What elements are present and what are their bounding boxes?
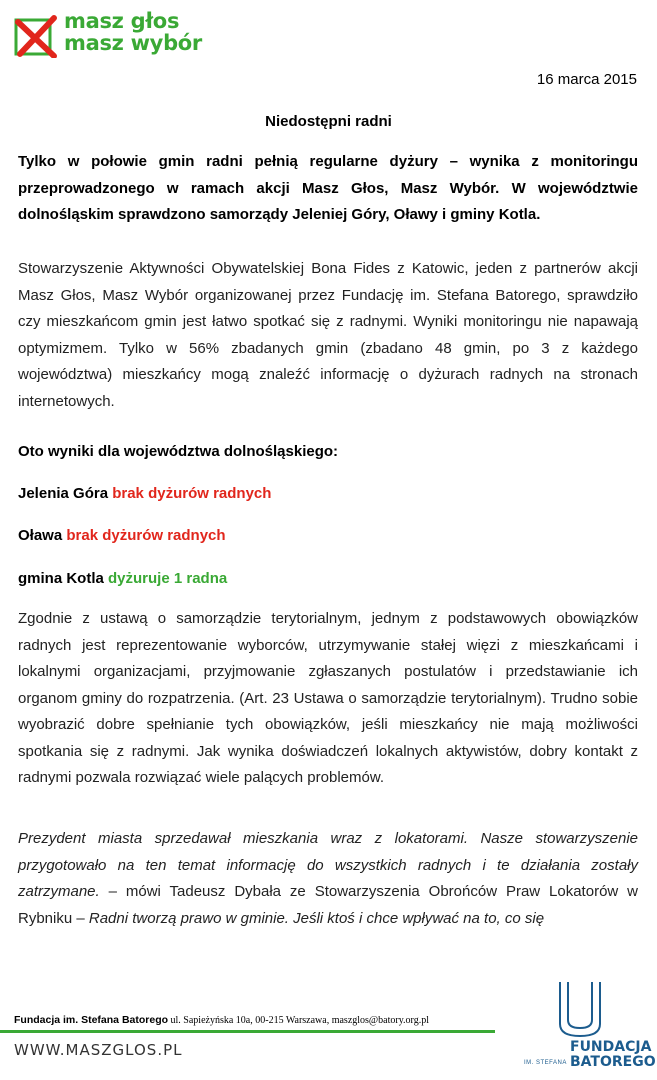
footer-url[interactable]: WWW.MASZGLOS.PL [14,1041,183,1059]
result-jelenia-gora [18,485,271,502]
quote-2: Radni tworzą prawo w gminie. Jeśli ktoś i chce wpływać na to, co się [88,909,545,927]
result-kotla [18,570,227,587]
fundacja-batorego-wordmark [570,1040,656,1070]
masz-glos-logo [14,8,214,60]
result-status: dyżuruje 1 radna [108,570,228,587]
fund-line-2: BATOREGO [570,1054,656,1070]
paragraph-3 [18,826,638,932]
logo-line-1: masz głos [64,9,180,33]
logo-text [64,10,202,54]
lead-paragraph: Tylko w połowie gmin radni pełnią regularne dyżury – wynika z monitoringu przeprowadzonego w ramach akcji Masz Głos, Masz Wybór. W województwie dolnośląskim sprawdzono samorządy Jeleniej Góry, Oławy i gminy Kotla. [18,153,638,223]
footer-divider [0,1030,495,1033]
results-heading: Oto wyniki dla województwa dolnośląskiego: [18,443,339,460]
logo-line-2: masz wybór [64,31,202,55]
document-title: Niedostępni radni [265,113,392,130]
footer-org: Fundacja im. Stefana Batorego [14,1014,169,1026]
fund-line-1: FUNDACJA [570,1039,652,1055]
footer-address-text: ul. Sapieżyńska 10a, 00-215 Warszawa, maszglos@batory.org.pl [168,1015,429,1026]
result-place: Oława [18,527,63,544]
quote-attribution: – mówi Tadeusz Dybała ze Stowarzyszenia Obrońców Praw Lokatorów w Rybniku – [18,883,638,927]
result-olawa [18,527,226,544]
result-status: brak dyżurów radnych [66,527,226,544]
paragraph-1: Stowarzyszenie Aktywności Obywatelskiej Bona Fides z Katowic, jeden z partnerów akcji Masz Głos, Masz Wybór organizowanej przez Fundację im. Stefana Batorego, sprawdziło czy mieszkańcom gmin jest łatwo spotkać się z radnymi. Wyniki monitoringu nie napawają optymizmem. Tylko w 56% zbadanych gmin (zbadano 48 gmin, po 3 z każdego województwa) mieszkańcy mogą znaleźć informację o dyżurach radnych na stronach internetowych. [18,260,638,410]
footer-address [14,1014,429,1026]
quote-1: Prezydent miasta sprzedawał mieszkania wraz z lokatorami. Nasze stowarzyszenie przygotowało na ten temat informację do wszystkich radnych i te działania zostały zatrzymane. [18,830,638,900]
fund-small-text: IM. STEFANA [524,1060,567,1066]
document-date: 16 marca 2015 [536,71,637,88]
result-status: brak dyżurów radnych [112,485,272,502]
x-cross-icon [14,12,58,58]
result-place: gmina Kotla [18,570,104,587]
result-place: Jelenia Góra [18,485,109,502]
paragraph-2: Zgodnie z ustawą o samorządzie terytorialnym, jednym z podstawowych obowiązków radnych jest reprezentowanie wyborców, utrzymywanie stałej więzi z mieszkańcami i lokalnymi organizacjami, przyjmowanie zgłaszanych postulatów i przedstawianie ich organom gminy do rozpatrzenia. (Art. 23 Ustawa o samorządzie terytorialnym). Trudno sobie wyobrazić dobre spełnianie tych obowiązków, jeśli mieszkańcy nie mają możliwości spotkania się z radnymi. Jak wynika doświadczeń lokalnych aktywistów, dobry kontakt z radnymi pozwala rozwiązać wiele palących problemów. [18,610,638,786]
